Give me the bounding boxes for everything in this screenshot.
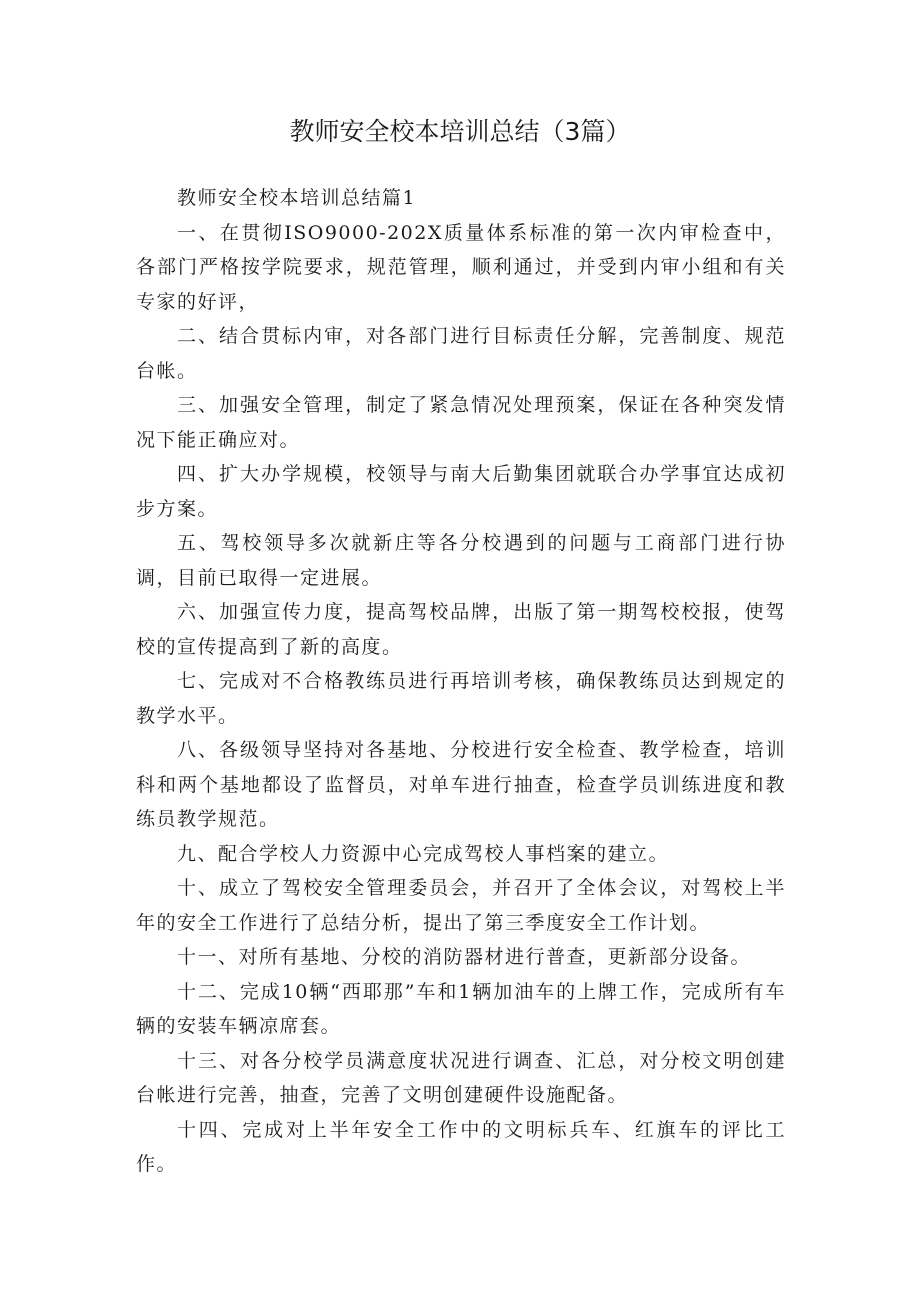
paragraph-item-13: 十三、对各分校学员满意度状况进行调查、汇总，对分校文明创建台帐进行完善，抽查，完善了文明创建硬件设施配备。 [136, 1049, 786, 1106]
paragraph-item-7: 七、完成对不合格教练员进行再培训考核，确保教练员达到规定的教学水平。 [136, 670, 786, 727]
paragraph-item-14: 十四、完成对上半年安全工作中的文明标兵车、红旗车的评比工作。 [136, 1118, 786, 1175]
paragraph-item-9: 九、配合学校人力资源中心完成驾校人事档案的建立。 [177, 842, 670, 865]
document-body [136, 181, 786, 1182]
paragraph-item-4: 四、扩大办学规模，校领导与南大后勤集团就联合办学事宜达成初步方案。 [136, 463, 786, 520]
paragraph-item-10: 十、成立了驾校安全管理委员会，并召开了全体会议，对驾校上半年的安全工作进行了总结分析，提出了第三季度安全工作计划。 [136, 877, 786, 934]
paragraph-item-6: 六、加强宣传力度，提高驾校品牌，出版了第一期驾校校报，使驾校的宣传提高到了新的高度。 [136, 601, 786, 658]
paragraph-item-11: 十一、对所有基地、分校的消防器材进行普查，更新部分设备。 [177, 946, 752, 968]
section-heading: 教师安全校本培训总结篇1 [177, 187, 417, 209]
paragraph-item-2: 二、结合贯标内审，对各部门进行目标责任分解，完善制度、规范台帐。 [136, 325, 786, 382]
paragraph-item-5: 五、驾校领导多次就新庄等各分校遇到的问题与工商部门进行协调，目前已取得一定进展。 [136, 532, 786, 589]
paragraph-item-8: 八、各级领导坚持对各基地、分校进行安全检查、教学检查，培训科和两个基地都设了监督员，对单车进行抽查，检查学员训练进度和教练员教学规范。 [136, 739, 786, 830]
paragraph-item-1: 一、在贯彻ISO9000-202X质量体系标准的第一次内审检查中，各部门严格按学院要求，规范管理，顺利通过，并受到内审小组和有关专家的好评， [136, 221, 786, 313]
document-title: 教师安全校本培训总结（3篇） [289, 117, 631, 146]
paragraph-item-3: 三、加强安全管理，制定了紧急情况处理预案，保证在各种突发情况下能正确应对。 [136, 394, 786, 451]
paragraph-item-12: 十二、完成10辆“西耶那”车和1辆加油车的上牌工作，完成所有车辆的安装车辆凉席套。 [136, 980, 786, 1037]
